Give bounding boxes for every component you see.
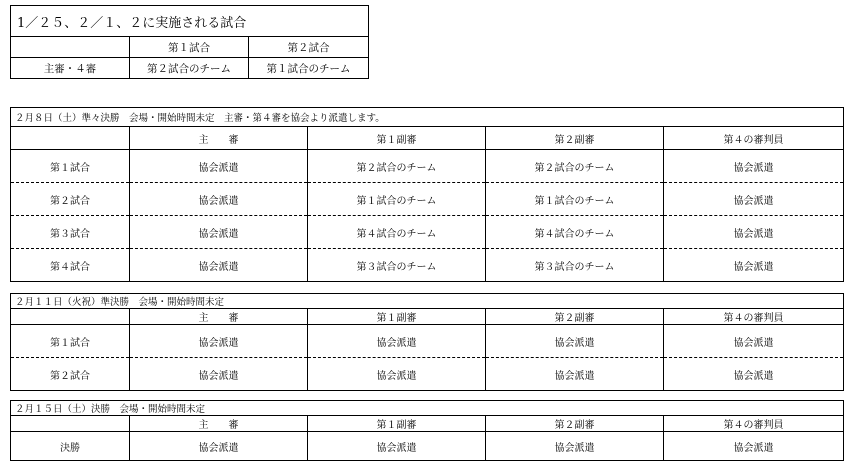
summary-cell: 第１試合のチーム [249,58,369,79]
table-cell: 協会派遣 [130,358,308,391]
column-header [11,309,130,325]
column-header-assistant-1: 第１副審 [308,416,486,432]
table-cell: 協会派遣 [486,358,664,391]
table-cell: 協会派遣 [664,216,844,249]
summary-header-cell: 第２試合 [249,37,369,58]
schedule-table-final [10,400,844,461]
schedule-title: ２月８日（土）準々決勝 会場・開始時間未定 主審・第４審を協会より派遣します。 [11,108,844,127]
schedule-table-quarterfinal [10,107,844,282]
table-cell: 第２試合のチーム [486,150,664,183]
table-row [11,183,844,216]
column-header-fourth-official: 第４の審判員 [664,309,844,325]
table-cell: 協会派遣 [486,432,664,461]
column-header-assistant-2: 第２副審 [486,309,664,325]
row-label: 第２試合 [11,358,130,391]
table-row [11,325,844,358]
column-header [11,416,130,432]
schedule-title: ２月１１日（火祝）準決勝 会場・開始時間未定 [11,294,844,309]
table-cell: 第３試合のチーム [308,249,486,282]
table-row [11,249,844,282]
table-row [11,432,844,461]
row-label: 決勝 [11,432,130,461]
column-header-fourth-official: 第４の審判員 [664,127,844,150]
column-header-assistant-1: 第１副審 [308,127,486,150]
table-cell: 協会派遣 [130,249,308,282]
summary-cell: 第２試合のチーム [130,58,249,79]
schedule-table-semifinal [10,293,844,391]
column-header-referee: 主 審 [130,416,308,432]
table-cell: 協会派遣 [308,358,486,391]
column-header-referee: 主 審 [130,309,308,325]
table-cell: 協会派遣 [308,325,486,358]
row-label: 第２試合 [11,183,130,216]
table-cell: 第１試合のチーム [308,183,486,216]
summary-title: 1／２５、２／１、２に実施される試合 [11,6,369,37]
table-row [11,358,844,391]
table-cell: 協会派遣 [664,432,844,461]
table-cell: 協会派遣 [130,216,308,249]
table-cell: 協会派遣 [130,325,308,358]
column-header-assistant-2: 第２副審 [486,416,664,432]
column-header-assistant-2: 第２副審 [486,127,664,150]
table-cell: 協会派遣 [664,325,844,358]
table-cell: 協会派遣 [664,150,844,183]
table-cell: 協会派遣 [664,358,844,391]
schedule-title: ２月１５日（土）決勝 会場・開始時間未定 [11,401,844,416]
summary-header-cell: 第１試合 [130,37,249,58]
table-cell: 第３試合のチーム [486,249,664,282]
summary-table [10,5,369,79]
summary-header-cell [11,37,130,58]
row-label: 第３試合 [11,216,130,249]
table-cell: 協会派遣 [130,432,308,461]
row-label: 第１試合 [11,150,130,183]
summary-row-label: 主審・４審 [11,58,130,79]
table-cell: 第１試合のチーム [486,183,664,216]
row-label: 第１試合 [11,325,130,358]
table-cell: 協会派遣 [130,150,308,183]
column-header-assistant-1: 第１副審 [308,309,486,325]
table-cell: 協会派遣 [664,183,844,216]
table-cell: 第４試合のチーム [308,216,486,249]
table-cell: 協会派遣 [664,249,844,282]
table-cell: 協会派遣 [308,432,486,461]
column-header-referee: 主 審 [130,127,308,150]
table-row [11,216,844,249]
row-label: 第４試合 [11,249,130,282]
table-row [11,150,844,183]
table-cell: 協会派遣 [130,183,308,216]
table-cell: 第２試合のチーム [308,150,486,183]
table-cell: 協会派遣 [486,325,664,358]
table-cell: 第４試合のチーム [486,216,664,249]
column-header [11,127,130,150]
column-header-fourth-official: 第４の審判員 [664,416,844,432]
